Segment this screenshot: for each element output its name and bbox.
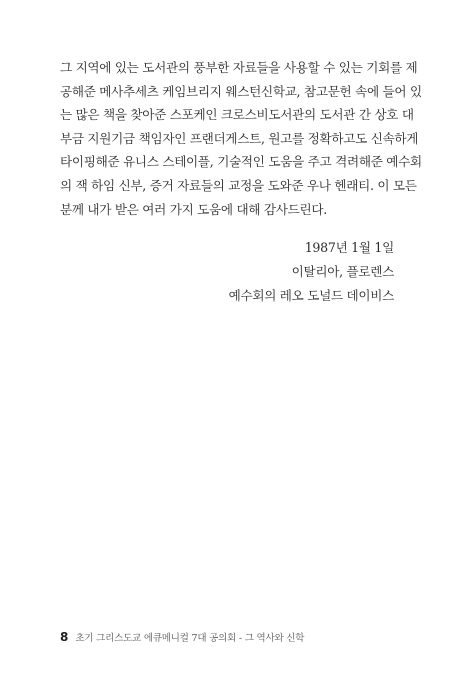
acknowledgement-paragraph: [60, 56, 422, 221]
paragraph-line-1: 그 지역에 있는 도서관의 풍부한 자료들을 사용할 수 있는 기회를 제: [60, 60, 418, 75]
paragraph-line-4: 부금 지원기금 책임자인 프랜더게스트, 원고를 정확하고도 신속하게: [60, 130, 419, 146]
paragraph-line-6: 의 잭 하임 신부, 증거 자료들의 교정을 도와준 우나 헨래티. 이 모든: [60, 177, 417, 193]
signature-date: 1987년 1월 1일: [304, 240, 394, 255]
paragraph-line-2: 공해준 메사추세츠 케임브리지 웨스턴신학교, 참고문헌 속에 들어 있: [60, 83, 422, 99]
paragraph-line-3: 는 많은 책을 찾아준 스포케인 크로스비도서관의 도서관 간 상호 대: [60, 107, 414, 123]
signature-place: 이탈리아, 플로렌스: [291, 264, 394, 279]
running-title: 초기 그리스도교 에큐메니컬 7대 공의회 - 그 역사와 신학: [75, 633, 305, 644]
paragraph-line-5: 타이핑해준 유니스 스테이플, 기술적인 도움을 주고 격려해준 예수회: [60, 154, 422, 170]
page-footer: [60, 630, 304, 644]
paragraph-line-7: 분께 내가 받은 여러 가지 도움에 대해 감사드린다.: [60, 201, 327, 217]
signature-block: [229, 236, 394, 308]
page-number: 8: [60, 630, 69, 644]
signature-author: 예수회의 레오 도널드 데이비스: [228, 288, 394, 303]
